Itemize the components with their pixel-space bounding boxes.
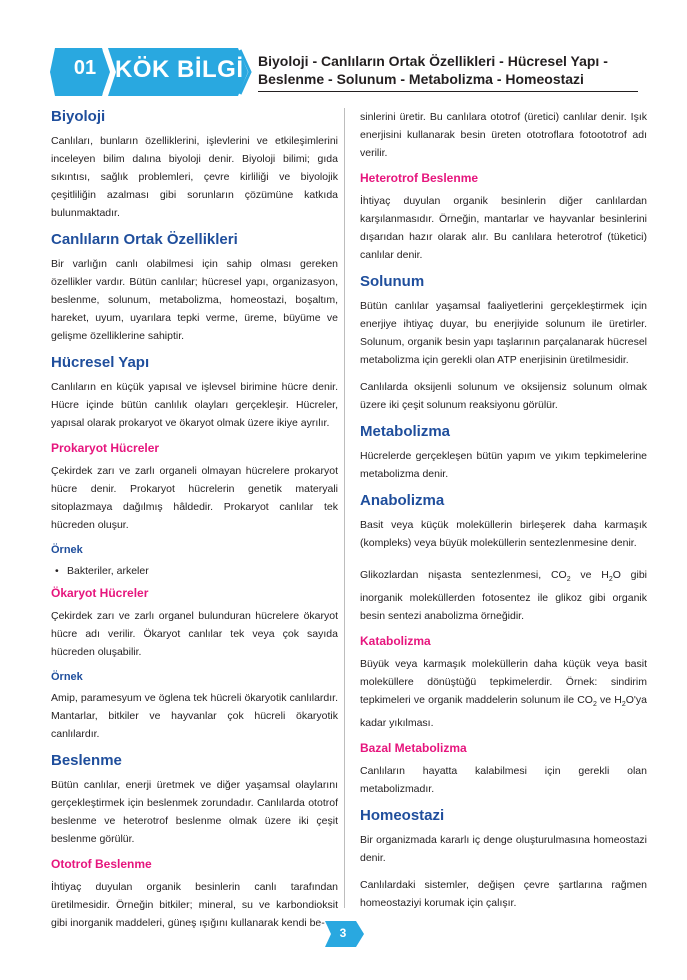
subheading-heterotrof: Heterotrof Beslenme xyxy=(360,171,479,185)
paragraph-anabolizma-example xyxy=(360,566,647,625)
paragraph-solunum-2: Canlılarda oksijenli solunum ve oksijensiz solunum olmak üzere iki çeşit solunum reaksiyonu görülür. xyxy=(360,381,647,411)
paragraph-okaryot: Çekirdek zarı ve zarlı organel bulunduran hücrelere ökaryot hücre adı verilir. Ökaryot canlılar tek veya çok sayıda hücreden oluşabilir. xyxy=(51,610,338,658)
subheading-katabolizma: Katabolizma xyxy=(360,634,431,649)
paragraph-prokaryot: Çekirdek zarı ve zarlı organeli olmayan hücrelere prokaryot hücre denir. Prokaryot hücrelerin genetik materyali sitoplazmaya dağılmış hâldedir. Prokaryot canlılar tek hücreden oluşur. xyxy=(51,465,338,531)
katabolizma-part-b: ve H xyxy=(600,694,622,707)
example-label-1: Örnek xyxy=(51,544,83,556)
section-heading-beslenme: Beslenme xyxy=(51,752,122,769)
paragraph-example-2: Amip, paramesyum ve öglena tek hücreli ökaryotik canlılardır. Mantarlar, bitkiler ve hayvanlar çok hücreli ökaryotik canlılardır. xyxy=(51,692,338,740)
subheading-okaryot: Ökaryot Hücreler xyxy=(51,586,149,600)
section-heading-metabolizma: Metabolizma xyxy=(360,423,451,440)
section-heading-anabolizma: Anabolizma xyxy=(360,492,445,509)
katabolizma-part-a: Büyük veya karmaşık moleküllerin daha küçük veya basit moleküllere dönüştüğü tepkimelerdir. Örnek: sindirim tepkimeleri ve organik maddelerin solunum ile CO xyxy=(360,658,647,707)
paragraph-metabolizma: Hücrelerde gerçekleşen bütün yapım ve yıkım tepkimelerine metabolizma denir. xyxy=(360,450,647,480)
header-rule xyxy=(258,91,638,92)
paragraph-heterotrof: İhtiyaç duyulan organik besinlerin diğer canlılardan karşılanmasıdır. Örneğin, mantarlar ve hayvanlar besinlerini dışarıdan hazır olarak alır. Bu canlılara heterotrof (tüketici) canlılar denir. xyxy=(360,195,647,261)
subheading-ototrof: Ototrof Beslenme xyxy=(51,857,152,871)
anabolizma-example-part-c: O gibi inorganik moleküllerden fotosentez ile glikoz gibi organik besin sentezi anabolizma örneğidir. xyxy=(360,569,647,623)
subscript-h2o: 2 xyxy=(608,576,613,584)
column-divider xyxy=(344,108,345,908)
paragraph-homeostazi-1: Bir organizmada kararlı iç denge oluşturulmasına homeostazi denir. xyxy=(360,834,647,865)
right-column xyxy=(360,108,647,921)
subscript-co2-katabolizma: 2 xyxy=(592,701,597,709)
chapter-topics xyxy=(258,52,668,88)
chapter-title: KÖK BİLGİ xyxy=(115,56,244,83)
section-heading-solunum: Solunum xyxy=(360,273,425,290)
paragraph-katabolizma xyxy=(360,655,647,732)
page-number: 3 xyxy=(339,926,347,940)
topics-line-2: Beslenme - Solunum - Metabolizma - Homeostazi xyxy=(258,71,584,87)
page-header xyxy=(0,44,687,100)
paragraph-bazal-metabolizma: Canlıların hayatta kalabilmesi için gerekli olan metabolizmadır. xyxy=(360,765,647,796)
subheading-prokaryot: Prokaryot Hücreler xyxy=(51,441,160,455)
paragraph-anabolizma: Basit veya küçük moleküllerin birleşerek daha karmaşık (kompleks) veya büyük moleküllerin sentezlenmesine denir. xyxy=(360,519,647,549)
paragraph-homeostazi-2: Canlılardaki sistemler, değişen çevre şartlarına rağmen homeostaziyi korumak için çalışır. xyxy=(360,879,647,910)
paragraph-ototrof-continued: sinlerini üretir. Bu canlılara ototrof (üretici) canlılar denir. Işık enerjisini kullanarak besin üreten ototroflara fotoototrof adı verilir. xyxy=(360,111,647,159)
chapter-number: 01 xyxy=(73,57,97,79)
subscript-co2: 2 xyxy=(566,576,571,584)
anabolizma-example-part-a: Glikozlardan nişasta sentezlenmesi, CO xyxy=(360,569,567,581)
paragraph-ortak-ozellikler: Bir varlığın canlı olabilmesi için sahip olması gereken özellikler vardır. Bütün canlılar; hücresel yapı, organizasyon, beslenme, solunum, metabolizma, homeostazi, boşaltım, hareket, uyum, uyarılara tepki verme, üreme, büyüme ve gelişme özelliklerine sahiptir. xyxy=(51,258,338,342)
section-heading-homeostazi: Homeostazi xyxy=(360,807,445,825)
paragraph-hucresel-yapi: Canlıların en küçük yapısal ve işlevsel birimine hücre denir. Hücre içinde bütün canlılık olayları gerçekleşir. Hücreler, yapısal olarak prokaryot ve ökaryot olmak üzere ikiye ayrılır. xyxy=(51,381,338,429)
paragraph-solunum-1: Bütün canlılar yaşamsal faaliyetlerini gerçekleştirmek için enerjiye ihtiyaç duyar, bu enerjiyide solunum ile üretirler. Solunum, organik besin yapı taşlarının parçalanarak hücresel metabolizma için gerekli olan ATP enerjisinin üretilmesidir. xyxy=(360,300,647,366)
section-heading-biyoloji: Biyoloji xyxy=(51,108,106,125)
paragraph-ototrof: İhtiyaç duyulan organik besinlerin canlı tarafından üretilmesidir. Örneğin bitkiler; mineral, su ve karbondioksit gibi inorganik maddeleri, güneş ışığını kullanarak kendi be- xyxy=(51,881,338,929)
anabolizma-example-part-b: ve H xyxy=(580,569,609,581)
paragraph-beslenme: Bütün canlılar, enerji üretmek ve diğer yaşamsal olaylarını gerçekleştirmek için beslenmek zorundadır. Canlılarda ototrof beslenme ve heterotrof beslenme olmak üzere iki çeşit beslenme görülür. xyxy=(51,779,338,845)
section-heading-ortak-ozellikler: Canlıların Ortak Özellikleri xyxy=(51,231,238,248)
example-list-item: • Bakteriler, arkeler xyxy=(51,562,338,580)
section-heading-hucresel-yapi: Hücresel Yapı xyxy=(51,354,150,371)
paragraph-biyoloji: Canlıları, bunların özelliklerini, işlevlerini ve etkileşimlerini inceleyen bilim dalına biyoloji denir. Biyoloji bilimi; gıda sıkıntısı, sağlık problemleri, çevre kirliliği ve biyolojik çeşitliliğin azalması gibi sorunların çözümüne katkıda bulunmaktadır. xyxy=(51,135,338,219)
subscript-h2o-katabolizma: 2 xyxy=(621,701,626,709)
katabolizma-part-c: O'ya kadar yıkılması. xyxy=(360,694,648,730)
example-label-2: Örnek xyxy=(51,671,83,683)
left-column xyxy=(51,108,338,941)
topics-line-1: Biyoloji - Canlıların Ortak Özellikleri - Hücresel Yapı - xyxy=(258,53,608,69)
subheading-bazal-metabolizma: Bazal Metabolizma xyxy=(360,741,467,756)
